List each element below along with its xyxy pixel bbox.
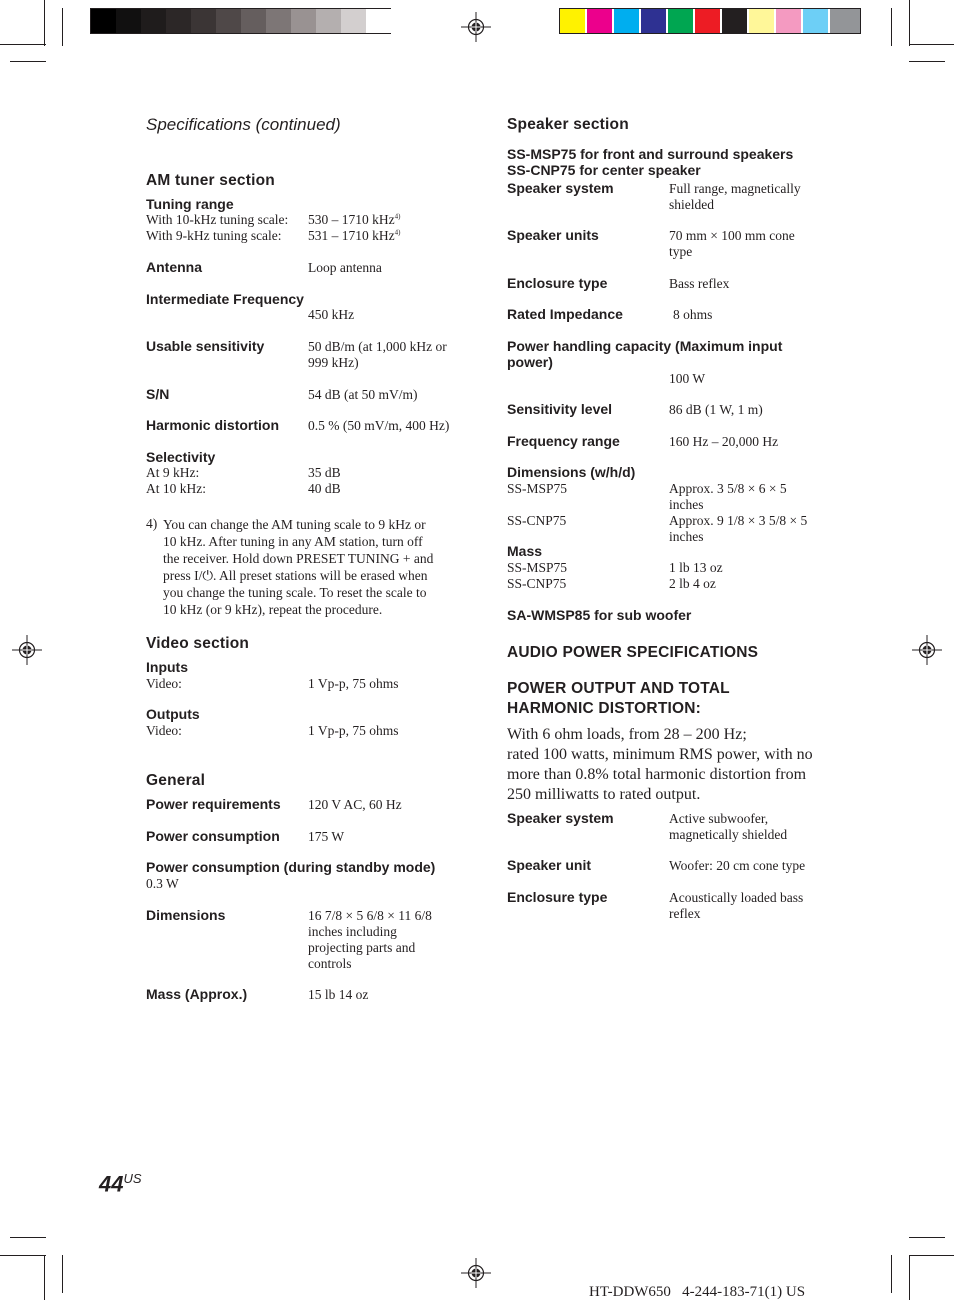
gray-swatch <box>291 9 316 33</box>
sub-woofer-label: SA-WMSP85 for sub woofer <box>507 607 692 623</box>
mass-label: Mass (Approx.) <box>146 986 248 1002</box>
crop-mark <box>44 0 45 46</box>
dimensions-line: projecting parts and <box>308 940 416 955</box>
blue-swatch <box>641 9 666 33</box>
registration-mark-icon <box>912 635 942 665</box>
magenta-swatch <box>587 9 612 33</box>
crop-mark <box>44 1255 45 1300</box>
crop-mark <box>909 61 945 62</box>
inputs-label: Inputs <box>146 659 188 675</box>
crop-mark <box>10 1237 46 1238</box>
paragraph-line: rated 100 watts, minimum RMS power, with no <box>507 746 813 763</box>
power-handling-value: 100 W <box>669 371 706 386</box>
gray-swatch <box>830 9 860 33</box>
crop-mark <box>62 8 63 46</box>
mass-cnp-value: 2 lb 4 oz <box>669 576 716 591</box>
power-requirements-value: 120 V AC, 60 Hz <box>308 797 402 812</box>
dim-msp-value-2: inches <box>669 497 704 512</box>
antenna-value: Loop antenna <box>308 260 382 275</box>
dimensions-line: 16 7/8 × 5 6/8 × 11 6/8 <box>308 908 432 923</box>
footnote-line: press I/⏻. All preset stations will be erased when <box>163 568 428 583</box>
footnote-ref: 4) <box>394 228 401 237</box>
page-title: Specifications (continued) <box>146 115 341 134</box>
sn-value: 54 dB (at 50 mV/m) <box>308 387 418 402</box>
footnote-line: the receiver. Hold down PRESET TUNING + and <box>163 551 434 566</box>
model-code: HT-DDW650 4-244-183-71(1) US <box>589 1284 806 1300</box>
mass-msp-label: SS-MSP75 <box>507 560 568 575</box>
outputs-value: 1 Vp-p, 75 ohms <box>308 723 399 738</box>
speaker-model-1: SS-MSP75 for front and surround speakers <box>507 146 794 162</box>
outputs-sub: Video: <box>146 723 182 738</box>
speaker-system-label: Speaker system <box>507 180 614 196</box>
usable-sensitivity-value-2: 999 kHz) <box>308 355 359 370</box>
enclosure-type-label: Enclosure type <box>507 275 608 291</box>
grayscale-bar <box>90 8 391 34</box>
tuning-9khz-value: 531 – 1710 kHz$^{4)}$ <box>308 228 401 243</box>
color-bar <box>559 8 861 34</box>
crop-mark <box>909 0 910 46</box>
crop-mark <box>909 1255 954 1256</box>
mass-cnp-label: SS-CNP75 <box>507 576 567 591</box>
power-requirements-label: Power requirements <box>146 796 281 812</box>
mass-value: 15 lb 14 oz <box>308 987 369 1002</box>
green-swatch <box>668 9 693 33</box>
mass-msp-value: 1 lb 13 oz <box>669 560 723 575</box>
dim-msp-value-1: Approx. 3 5/8 × 6 × 5 <box>669 481 787 496</box>
antenna-label: Antenna <box>146 259 202 275</box>
speaker-mass-label: Mass <box>507 543 543 559</box>
speaker-system-value-2: shielded <box>669 197 714 212</box>
gray-swatch <box>141 9 166 33</box>
cyan-swatch <box>614 9 639 33</box>
dim-cnp-label: SS-CNP75 <box>507 513 567 528</box>
page-suffix: US <box>123 1171 142 1186</box>
am-tuner-heading: AM tuner section <box>146 172 275 189</box>
inputs-value: 1 Vp-p, 75 ohms <box>308 676 399 691</box>
dimensions-label: Dimensions <box>146 907 226 923</box>
sensitivity-level-value: 86 dB (1 W, 1 m) <box>669 402 763 417</box>
frequency-range-value: 160 Hz – 20,000 Hz <box>669 434 779 449</box>
dim-cnp-value-2: inches <box>669 529 704 544</box>
crop-mark <box>0 1255 46 1256</box>
gray-swatch <box>166 9 191 33</box>
footnote-line: 10 kHz. After tuning in any AM station, turn off <box>163 534 423 549</box>
paragraph-line: With 6 ohm loads, from 28 – 200 Hz; <box>507 726 747 743</box>
power-handling-label-1: Power handling capacity (Maximum input <box>507 338 783 354</box>
gray-swatch <box>91 9 116 33</box>
gray-swatch <box>341 9 366 33</box>
power-consumption-label: Power consumption <box>146 828 280 844</box>
pink-swatch <box>776 9 801 33</box>
speaker-dimensions-label: Dimensions (w/h/d) <box>507 464 636 480</box>
inputs-sub: Video: <box>146 676 182 691</box>
gray-swatch <box>316 9 341 33</box>
gray-swatch <box>241 9 266 33</box>
dimensions-value <box>308 908 432 972</box>
gray-swatch <box>366 9 391 33</box>
sub-enclosure-label: Enclosure type <box>507 889 608 905</box>
harmonic-distortion-value: 0.5 % (50 mV/m, 400 Hz) <box>308 418 450 433</box>
crop-mark <box>10 61 46 62</box>
dim-cnp-value-1: Approx. 9 1/8 × 3 5/8 × 5 <box>669 513 808 528</box>
selectivity-label: Selectivity <box>146 449 216 465</box>
tuning-9khz-label: With 9-kHz tuning scale: <box>146 228 282 243</box>
gray-swatch <box>266 9 291 33</box>
crop-mark <box>909 1237 945 1238</box>
footnote-line: You can change the AM tuning scale to 9 kHz or <box>163 517 426 532</box>
footnote-line: you change the tuning scale. To reset the scale to <box>163 585 427 600</box>
gray-swatch <box>216 9 241 33</box>
harmonic-distortion-label: Harmonic distortion <box>146 417 280 433</box>
dimensions-line: controls <box>308 956 352 971</box>
sub-speaker-unit-value: Woofer: 20 cm cone type <box>669 858 806 873</box>
sub-speaker-system-label: Speaker system <box>507 810 614 826</box>
power-output-heading-1: POWER OUTPUT AND TOTAL <box>507 680 730 697</box>
power-output-heading-2: HARMONIC DISTORTION: <box>507 700 702 717</box>
page-number: $44^{US}$ <box>99 1171 142 1197</box>
gray-swatch <box>116 9 141 33</box>
standby-label: Power consumption (during standby mode) <box>146 859 436 875</box>
enclosure-type-value: Bass reflex <box>669 276 730 291</box>
speaker-units-value-2: type <box>669 244 693 259</box>
power-output-paragraph <box>507 725 813 805</box>
tuning-range-label: Tuning range <box>146 196 234 212</box>
sub-speaker-unit-label: Speaker unit <box>507 857 592 873</box>
footnote-ref: 4) <box>394 212 401 221</box>
rated-impedance-label: Rated Impedance <box>507 306 623 322</box>
crop-mark <box>909 1255 910 1300</box>
usable-sensitivity-label: Usable sensitivity <box>146 338 265 354</box>
registration-mark-icon <box>12 635 42 665</box>
power-consumption-value: 175 W <box>308 829 345 844</box>
tuning-10khz-value: 530 – 1710 kHz$^{4)}$ <box>308 212 401 227</box>
audio-power-heading: AUDIO POWER SPECIFICATIONS <box>507 644 759 661</box>
paragraph-line: 250 milliwatts to rated output. <box>507 786 701 803</box>
crop-mark <box>909 44 954 45</box>
if-label: Intermediate Frequency <box>146 291 304 307</box>
red-swatch <box>695 9 720 33</box>
speaker-units-value-1: 70 mm × 100 mm cone <box>669 228 795 243</box>
frequency-range-label: Frequency range <box>507 433 620 449</box>
light-yellow-swatch <box>749 9 774 33</box>
footnote-number: 4) <box>146 516 158 531</box>
sensitivity-level-label: Sensitivity level <box>507 401 613 417</box>
sub-speaker-system-value-2: magnetically shielded <box>669 827 788 842</box>
power-handling-label-2: power) <box>507 354 553 370</box>
general-heading: General <box>146 772 206 789</box>
registration-mark-icon <box>461 12 491 42</box>
yellow-swatch <box>560 9 585 33</box>
dim-msp-label: SS-MSP75 <box>507 481 568 496</box>
crop-mark <box>891 8 892 46</box>
selectivity-9khz-value: 35 dB <box>308 465 341 480</box>
if-value: 450 kHz <box>308 307 355 322</box>
footnote-line: 10 kHz (or 9 kHz), repeat the procedure. <box>163 602 383 617</box>
crop-mark <box>0 44 46 45</box>
paragraph-line: more than 0.8% total harmonic distortion from <box>507 766 807 783</box>
gray-swatch <box>191 9 216 33</box>
rated-impedance-value: 8 ohms <box>673 307 713 322</box>
black-swatch <box>722 9 747 33</box>
sub-enclosure-value-1: Acoustically loaded bass <box>669 890 804 905</box>
crop-mark <box>891 1255 892 1293</box>
selectivity-9khz-label: At 9 kHz: <box>146 465 200 480</box>
light-cyan-swatch <box>803 9 828 33</box>
speaker-model-2: SS-CNP75 for center speaker <box>507 162 701 178</box>
speaker-system-value-1: Full range, magnetically <box>669 181 801 196</box>
selectivity-10khz-label: At 10 kHz: <box>146 481 206 496</box>
registration-mark-icon <box>461 1258 491 1288</box>
sub-enclosure-value-2: reflex <box>669 906 701 921</box>
sn-label: S/N <box>146 386 170 402</box>
sub-speaker-system-value-1: Active subwoofer, <box>669 811 769 826</box>
footnote-text <box>163 516 433 618</box>
outputs-label: Outputs <box>146 706 200 722</box>
tuning-10khz-label: With 10-kHz tuning scale: <box>146 212 289 227</box>
speaker-heading: Speaker section <box>507 116 629 133</box>
usable-sensitivity-value-1: 50 dB/m (at 1,000 kHz or <box>308 339 447 354</box>
standby-value: 0.3 W <box>146 876 179 891</box>
crop-mark <box>62 1255 63 1293</box>
dimensions-line: inches including <box>308 924 397 939</box>
video-heading: Video section <box>146 635 250 652</box>
selectivity-10khz-value: 40 dB <box>308 481 341 496</box>
speaker-units-label: Speaker units <box>507 227 599 243</box>
